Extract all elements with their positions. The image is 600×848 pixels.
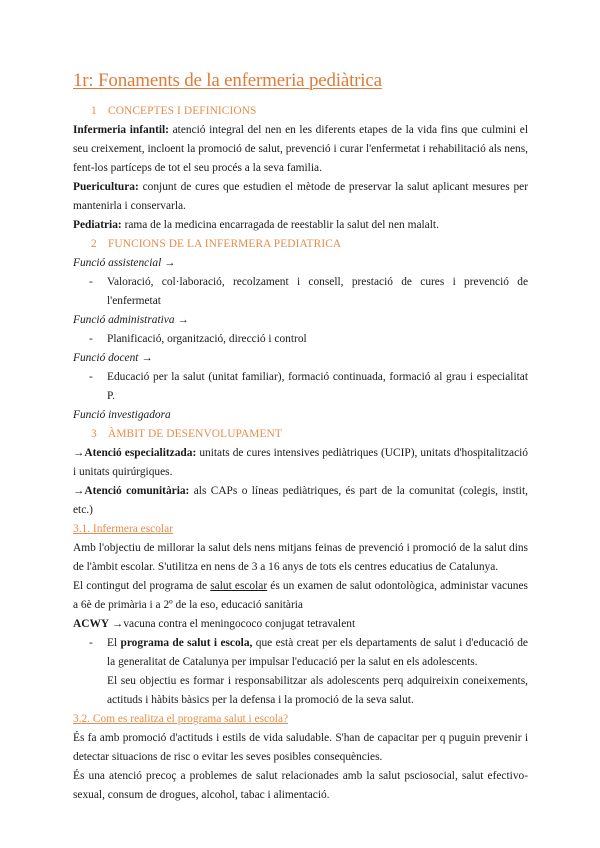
page-title: 1r: Fonaments de la enfermeria pediàtrica xyxy=(73,70,382,91)
atencio-comunitaria: →Atenció comunitària: als CAPs o líneas pediàtriques, és part de la comunitat (colegis, instit, etc.) xyxy=(73,485,528,516)
paragraph: És una atenció precoç a problemes de salut relacionades amb la salut psciosocial, salut efectivo-sexual, consum de drogues, alcohol, tabac i alimentació. xyxy=(73,770,528,801)
atencio-especialitzada: →Atenció especialitzada: unitats de cures intensives pediàtriques (UCIP), unitats d'hospitalització i unitats quirúrgiques. xyxy=(73,447,528,478)
paragraph: Amb l'objectiu de millorar la salut dels nens mitjans feinas de prevenció i promoció de la salut dins de l'àmbit escolar. S'utilitza en nens de 3 a 16 anys de tots els centres educatius de Catalunya. xyxy=(73,542,528,573)
function-administrativa: Funció administrativa → xyxy=(73,314,189,326)
paragraph: És fa amb promoció d'actituds i estils de vida saludable. S'han de capacitar per q puguin prevenir i detectar situacions de risc o evitar les seves posibles consequències. xyxy=(73,732,528,763)
list-item: - El programa de salut i escola, que està creat per els departaments de salut i d'educació de la generalitat de Catalunya per impulsar l'educació per la salut en els adolescents. xyxy=(89,637,528,668)
function-docent: Funció docent → xyxy=(73,352,153,364)
function-assistencial: Funció assistencial → xyxy=(73,257,176,269)
definition-puericultura: Puericultura: conjunt de cures que estudien el mètode de preservar la salut aplicant mesures per mantenirla i conservarla. xyxy=(73,181,528,212)
list-item: - Educació per la salut (unitat familiar), formació continuada, formació al grau i especialitat P. xyxy=(89,371,528,402)
list-item: - Valoració, col·laboració, recolzament i consell, prestació de cures i prevenció de l'enfermetat xyxy=(89,276,528,307)
definition-pediatria: Pediatria: rama de la medicina encarragada de reestablir la salut del nen malalt. xyxy=(73,219,439,231)
definition-infermeria: Infermeria infantil: atenció integral del nen en les diferents etapes de la vida fins que culmini el seu creixement, incloent la promoció de salut, prevenció i curar l'enfermetat i rehabilitació als nens, fent-los partíceps de tot el seu procés a la seva familia. xyxy=(73,124,528,174)
list-item: - Planificació, organització, direcció i control xyxy=(89,333,307,345)
subsection-heading-3-2: 3.2. Com es realitza el programa salut i escola? xyxy=(73,713,289,725)
section-heading-1: 1 CONCEPTES I DEFINICIONS xyxy=(91,105,257,117)
subsection-heading-3-1: 3.1. Infermera escolar xyxy=(73,523,173,535)
document-page xyxy=(73,70,528,805)
section-heading-3: 3 ÀMBIT DE DESENVOLUPAMENT xyxy=(91,428,282,440)
paragraph: El contingut del programa de salut escolar és un examen de salut odontològica, administar vacunes a 6è de primària i a 2º de la eso, educació sanitària xyxy=(73,580,528,611)
function-investigadora: Funció investigadora xyxy=(73,409,171,421)
acwy-paragraph: ACWY →vacuna contra el meningococo conjugat tetravalent xyxy=(73,618,356,630)
section-heading-2: 2 FUNCIONS DE LA INFERMERA PEDIATRICA xyxy=(91,238,342,250)
paragraph: El seu objectiu es formar i responsabilitzar als adolescents perq adquireixin coneixements, actituds i hàbits bàsics per la defensa i la promoció de la seva salut. xyxy=(107,675,528,706)
